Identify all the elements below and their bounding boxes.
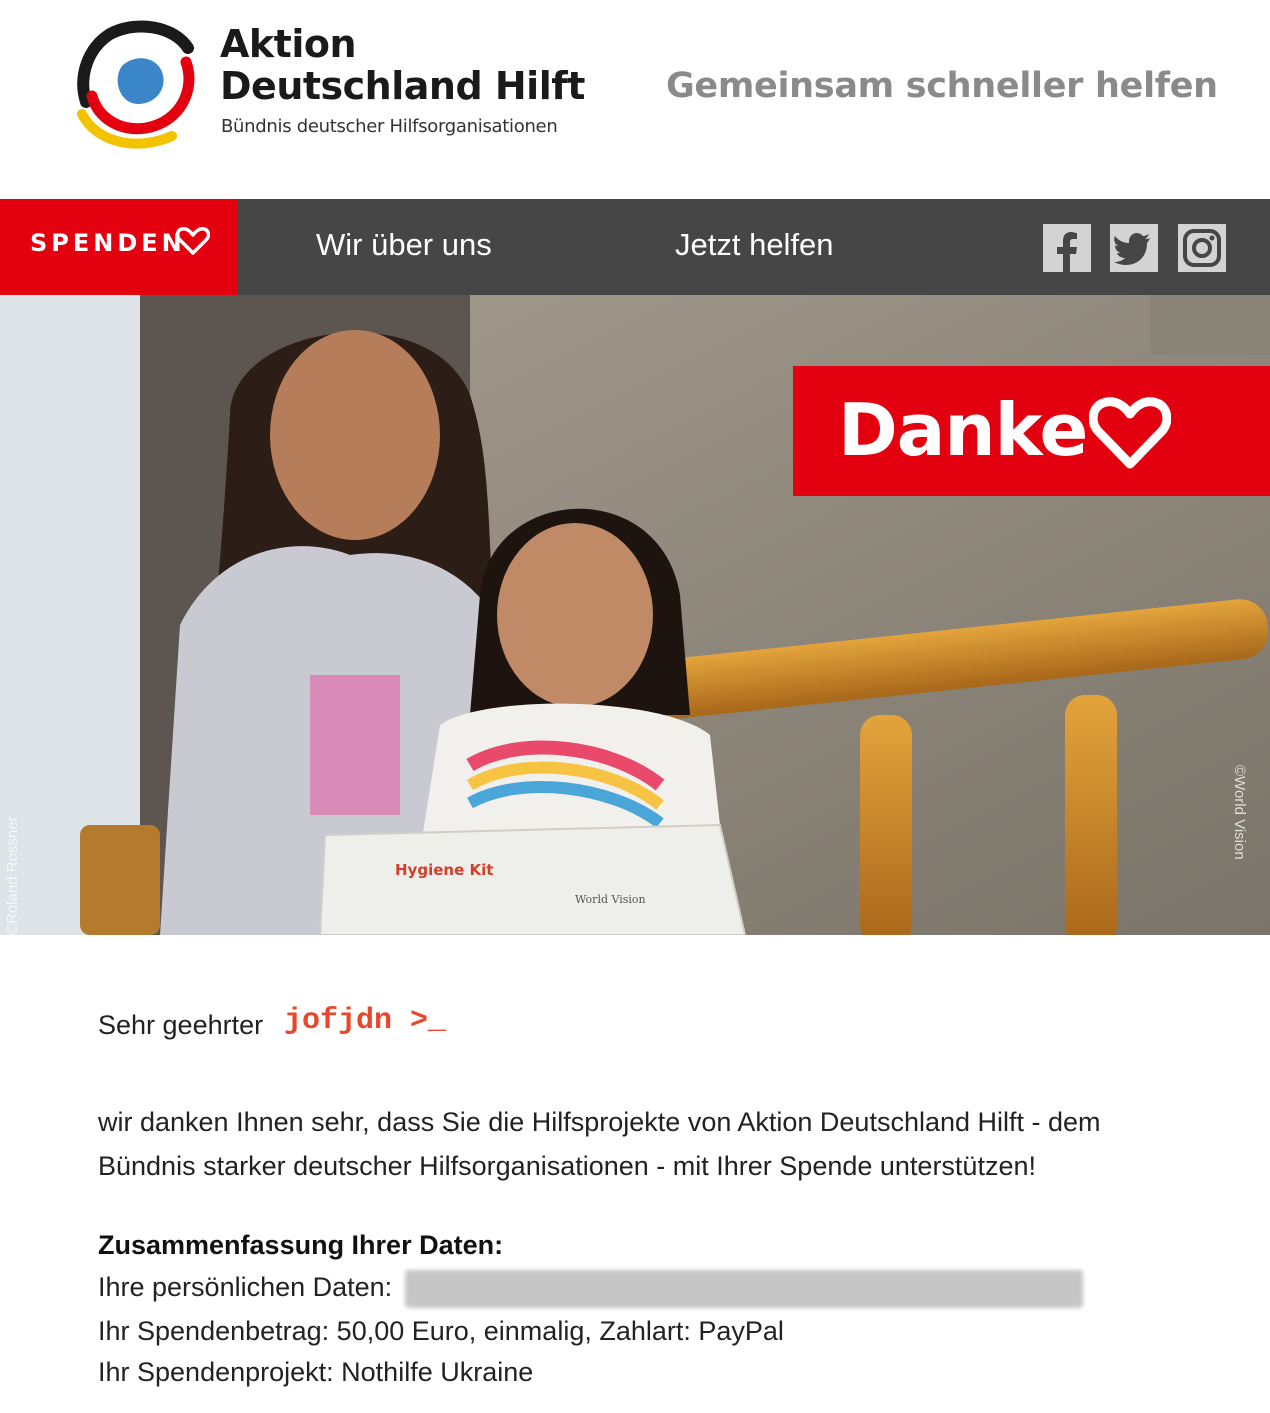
instagram-icon[interactable] — [1178, 224, 1226, 272]
greeting: Sehr geehrter — [98, 1010, 264, 1040]
thanks-banner-text: Danke — [838, 388, 1088, 472]
thanks-paragraph: wir danken Ihnen sehr, dass Sie die Hilfsprojekte von Aktion Deutschland Hilft - dem Bündnis starker deutscher Hilfsorganisationen - mit Ihrer Spende unterstützen! — [98, 1107, 1101, 1181]
hero-image — [0, 295, 1270, 935]
donation-amount-line: Ihr Spendenbetrag: 50,00 Euro, einmalig, Zahlart: PayPal — [98, 1316, 784, 1346]
logo-subtitle: Bündnis deutscher Hilfsorganisationen — [221, 116, 558, 137]
box-brand: World Vision — [575, 893, 646, 906]
photo-credit-right: ©World Vision — [1231, 765, 1248, 860]
logo-title-line1: Aktion — [220, 22, 357, 66]
donation-project-line: Ihr Spendenprojekt: Nothilfe Ukraine — [98, 1357, 534, 1387]
nav-bar — [0, 199, 1270, 295]
facebook-icon[interactable] — [1043, 224, 1091, 272]
donate-button[interactable] — [0, 199, 238, 295]
heart-icon — [1089, 394, 1171, 470]
heart-icon — [176, 226, 210, 256]
photo-credit-left: ©Roland Rossner — [4, 816, 21, 935]
nav-link-about[interactable]: Wir über uns — [316, 227, 492, 262]
logo-title-line2: Deutschland Hilft — [220, 64, 585, 108]
email-header — [0, 0, 1270, 199]
recipient-name: jofjdn >_ — [284, 1004, 447, 1038]
twitter-icon[interactable] — [1110, 224, 1158, 272]
logo-icon[interactable] — [76, 18, 208, 150]
redacted-personal-data — [405, 1270, 1083, 1308]
nav-link-help-now[interactable]: Jetzt helfen — [675, 227, 834, 262]
donate-label: SPENDEN — [30, 229, 186, 257]
tagline: Gemeinsam schneller helfen — [666, 66, 1218, 106]
personal-data-label: Ihre persönlichen Daten: — [98, 1272, 393, 1302]
summary-title: Zusammenfassung Ihrer Daten: — [98, 1230, 504, 1260]
box-label: Hygiene Kit — [395, 861, 494, 879]
thanks-banner — [793, 366, 1270, 496]
